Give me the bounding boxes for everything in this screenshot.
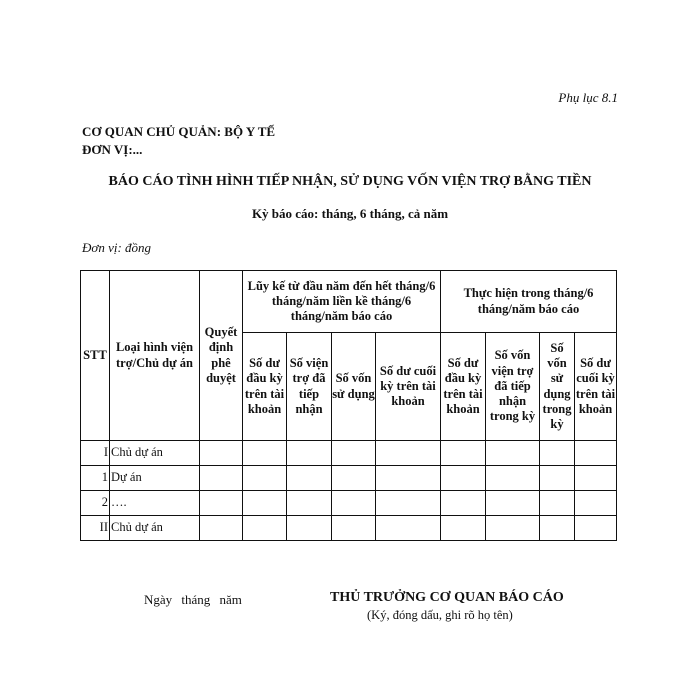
header-stt: STT xyxy=(81,271,110,441)
table-row xyxy=(81,491,617,516)
appendix-label: Phụ lục 8.1 xyxy=(558,90,618,105)
table-cell xyxy=(441,466,486,491)
table-cell xyxy=(243,516,287,541)
governing-agency: CƠ QUAN CHỦ QUẢN: BỘ Y TẾ xyxy=(82,124,276,139)
table-cell xyxy=(287,466,332,491)
table-cell xyxy=(287,516,332,541)
table-cell xyxy=(575,466,617,491)
header-current-opening-balance: Số dư đầu kỳ trên tài khoản xyxy=(441,333,486,441)
row-label: Dự án xyxy=(110,466,200,491)
table-row xyxy=(81,516,617,541)
header-cumulative-closing-balance: Số dư cuối kỳ trên tài khoản xyxy=(376,333,441,441)
report-period: Kỳ báo cáo: tháng, 6 tháng, cả năm xyxy=(251,206,449,221)
table-cell xyxy=(200,491,243,516)
table-cell xyxy=(200,466,243,491)
table-row xyxy=(81,466,617,491)
row-label: Chủ dự án xyxy=(110,441,200,466)
table-cell xyxy=(575,516,617,541)
header-cumulative-aid-received: Số viện trợ đã tiếp nhận xyxy=(287,333,332,441)
table-cell xyxy=(376,516,441,541)
signature-date-line: Ngày tháng năm xyxy=(144,592,242,607)
table-cell xyxy=(575,491,617,516)
table-cell xyxy=(486,516,540,541)
table-cell xyxy=(332,466,376,491)
table-cell xyxy=(540,491,575,516)
table-cell xyxy=(332,491,376,516)
table-row xyxy=(81,441,617,466)
table-cell xyxy=(441,516,486,541)
table-cell xyxy=(332,516,376,541)
report-title: BÁO CÁO TÌNH HÌNH TIẾP NHẬN, SỬ DỤNG VỐN VIỆN TRỢ BẰNG TIỀN xyxy=(108,174,592,189)
reporting-unit: ĐƠN VỊ:... xyxy=(82,142,143,157)
header-current-aid-received: Số vốn viện trợ đã tiếp nhận trong kỳ xyxy=(486,333,540,441)
table-cell xyxy=(486,466,540,491)
table-cell xyxy=(200,516,243,541)
header-current-closing-balance: Số dư cuối kỳ trên tài khoản xyxy=(575,333,617,441)
header-cumulative-opening-balance: Số dư đầu kỳ trên tài khoản xyxy=(243,333,287,441)
table-cell xyxy=(441,491,486,516)
table-cell xyxy=(486,491,540,516)
row-stt: 2 xyxy=(81,491,110,516)
table-cell xyxy=(441,441,486,466)
signer-title: THỦ TRƯỞNG CƠ QUAN BÁO CÁO xyxy=(330,590,564,605)
row-label: Chủ dự án xyxy=(110,516,200,541)
table-cell xyxy=(287,441,332,466)
table-cell xyxy=(376,491,441,516)
header-approval-decision: Quyết định phê duyệt xyxy=(200,271,243,441)
table-cell xyxy=(376,466,441,491)
row-stt: 1 xyxy=(81,466,110,491)
header-current-funds-used: Số vốn sử dụng trong kỳ xyxy=(540,333,575,441)
table-cell xyxy=(200,441,243,466)
table-cell xyxy=(243,441,287,466)
currency-unit: Đơn vị: đồng xyxy=(82,240,152,255)
header-cumulative-funds-used: Số vốn sử dụng xyxy=(332,333,376,441)
table-cell xyxy=(540,441,575,466)
table-cell xyxy=(540,516,575,541)
table-cell xyxy=(486,441,540,466)
table-cell xyxy=(540,466,575,491)
header-aid-type: Loại hình viện trợ/Chủ dự án xyxy=(110,271,200,441)
header-cumulative-group: Lũy kế từ đầu năm đến hết tháng/6 tháng/năm liền kề tháng/6 tháng/năm báo cáo xyxy=(243,271,441,333)
signature-instruction: (Ký, đóng dấu, ghi rõ họ tên) xyxy=(367,608,513,622)
table-cell xyxy=(243,491,287,516)
row-label: …. xyxy=(110,491,200,516)
header-current-period-group: Thực hiện trong tháng/6 tháng/năm báo cáo xyxy=(441,271,617,333)
row-stt: II xyxy=(81,516,110,541)
table-cell xyxy=(243,466,287,491)
table-cell xyxy=(332,441,376,466)
row-stt: I xyxy=(81,441,110,466)
table-cell xyxy=(376,441,441,466)
report-table xyxy=(80,270,617,541)
table-cell xyxy=(287,491,332,516)
table-cell xyxy=(575,441,617,466)
